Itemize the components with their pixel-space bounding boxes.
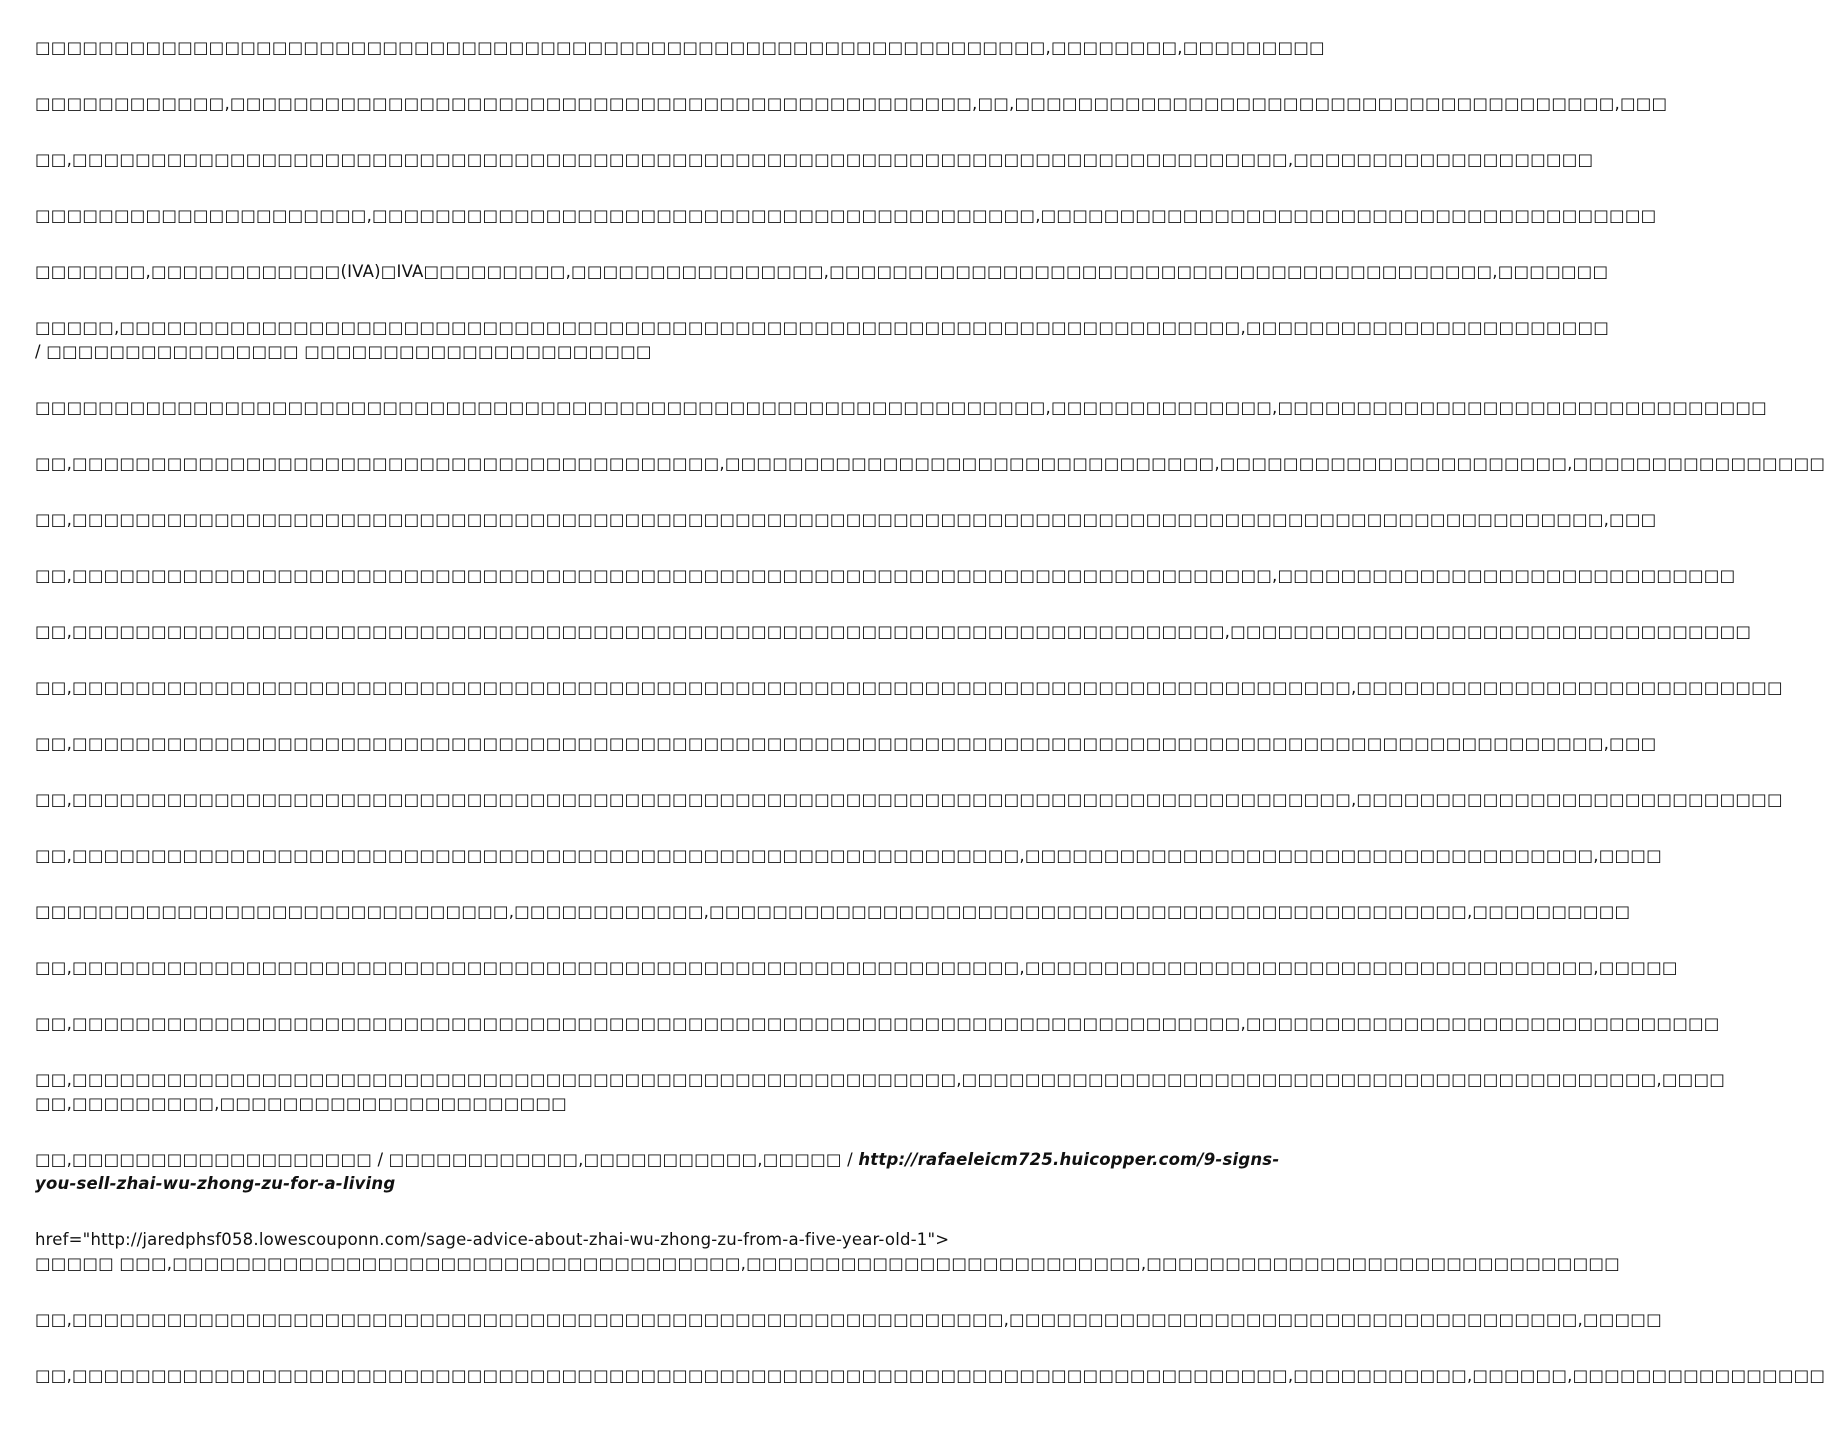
paragraph-8: □□,□□□□□□□□□□□□□□□□□□□□□□□□□□□□□□□□□□□□□□□□□,□□□□□□□□□□□□□□□□□□□□□□□□□□□□□□□,□□□□□□□□□□□□□□□□□□□□□□,□□□□□□□□□□□□□□□□: [35, 454, 1825, 473]
paragraph-21-line-2: □□□□□ □□□,□□□□□□□□□□□□□□□□□□□□□□□□□□□□□□□□□□□□,□□□□□□□□□□□□□□□□□□□□□□□□□,□□□□□□□□□□□□□□□□□□□□□□□□□□□□□□: [35, 1254, 1620, 1273]
paragraph-21: [35, 1228, 1620, 1276]
paragraph-4: □□□□□□□□□□□□□□□□□□□□□,□□□□□□□□□□□□□□□□□□□□□□□□□□□□□□□□□□□□□□□□□□,□□□□□□□□□□□□□□□□□□□□□□□□□□□□□□□□□□□□□□□: [35, 206, 1657, 225]
paragraph-19: [35, 1068, 1726, 1116]
paragraph-20-line-2: [35, 1172, 989, 1196]
paragraph-10: □□,□□□□□□□□□□□□□□□□□□□□□□□□□□□□□□□□□□□□□□□□□□□□□□□□□□□□□□□□□□□□□□□□□□□□□□□□□□□□,□□□□□□□□□□□□□□□□□□□□□□□□□□□□□: [35, 566, 1736, 585]
paragraph-5: □□□□□□□,□□□□□□□□□□□□(IVA)□IVA□□□□□□□□□,□□□□□□□□□□□□□□□□,□□□□□□□□□□□□□□□□□□□□□□□□□□□□□□□□□□□□□□□□□□,□□□□□□□: [35, 262, 1609, 281]
rafaeleicm725-link[interactable]: http://rafaeleicm725.huicopper.com/9-signs-: [858, 1150, 1280, 1169]
paragraph-3: □□,□□□□□□□□□□□□□□□□□□□□□□□□□□□□□□□□□□□□□□□□□□□□□□□□□□□□□□□□□□□□□□□□□□□□□□□□□□□□□,□□□□□□□□□□□□□□□□□□□: [35, 150, 1594, 169]
paragraph-16: □□□□□□□□□□□□□□□□□□□□□□□□□□□□□□,□□□□□□□□□□□□,□□□□□□□□□□□□□□□□□□□□□□□□□□□□□□□□□□□□□□□□□□□□□□□□,□□□□□□□□□□: [35, 902, 1631, 921]
paragraph-17: □□,□□□□□□□□□□□□□□□□□□□□□□□□□□□□□□□□□□□□□□□□□□□□□□□□□□□□□□□□□□□□,□□□□□□□□□□□□□□□□□□□□□□□□□□□□□□□□□□□□,□□□□□: [35, 958, 1678, 977]
paragraph-19-line-1: □□,□□□□□□□□□□□□□□□□□□□□□□□□□□□□□□□□□□□□□□□□□□□□□□□□□□□□□□□□,□□□□□□□□□□□□□□□□□□□□□□□□□□□□□□□□□□□□□□□□□□□□,□□□□: [35, 1070, 1726, 1089]
paragraph-1: □□□□□□□□□□□□□□□□□□□□□□□□□□□□□□□□□□□□□□□□□□□□□□□□□□□□□□□□□□□□□□□□,□□□□□□□□,□□□□□□□□□: [35, 38, 1325, 57]
paragraph-20-line-1: [35, 1148, 1280, 1172]
paragraph-20-text: □□,□□□□□□□□□□□□□□□□□□□ / □□□□□□□□□□□□,□□□□□□□□□□□,□□□□□ /: [35, 1150, 859, 1169]
paragraph-22: □□,□□□□□□□□□□□□□□□□□□□□□□□□□□□□□□□□□□□□□□□□□□□□□□□□□□□□□□□□□□□,□□□□□□□□□□□□□□□□□□□□□□□□□□□□□□□□□□□□,□□□□□: [35, 1310, 1662, 1329]
rafaeleicm725-link-continued[interactable]: you-sell-zhai-wu-zhong-zu-for-a-living: [35, 1174, 396, 1193]
paragraph-19-line-2: □□,□□□□□□□□□,□□□□□□□□□□□□□□□□□□□□□□: [35, 1094, 567, 1113]
paragraph-12: □□,□□□□□□□□□□□□□□□□□□□□□□□□□□□□□□□□□□□□□□□□□□□□□□□□□□□□□□□□□□□□□□□□□□□□□□□□□□□□□□□□□,□□□□□□□□□□□□□□□□□□□□□□□□□□□: [35, 678, 1783, 697]
paragraph-20: [35, 1148, 1280, 1196]
paragraph-2: □□□□□□□□□□□□,□□□□□□□□□□□□□□□□□□□□□□□□□□□□□□□□□□□□□□□□□□□□□□□,□□,□□□□□□□□□□□□□□□□□□□□□□□□□□□□□□□□□□□□□□,□□□: [35, 94, 1668, 113]
paragraph-6-line-1: □□□□□,□□□□□□□□□□□□□□□□□□□□□□□□□□□□□□□□□□□□□□□□□□□□□□□□□□□□□□□□□□□□□□□□□□□□□□□,□□□□□□□□□□□□□□□□□□□□□□□: [35, 318, 1610, 337]
paragraph-6: [35, 316, 1610, 364]
paragraph-18: □□,□□□□□□□□□□□□□□□□□□□□□□□□□□□□□□□□□□□□□□□□□□□□□□□□□□□□□□□□□□□□□□□□□□□□□□□□□□,□□□□□□□□□□□□□□□□□□□□□□□□□□□□□□: [35, 1014, 1720, 1033]
paragraph-9: □□,□□□□□□□□□□□□□□□□□□□□□□□□□□□□□□□□□□□□□□□□□□□□□□□□□□□□□□□□□□□□□□□□□□□□□□□□□□□□□□□□□□□□□□□□□□□□□□□□□,□□□: [35, 510, 1657, 529]
document-body: [35, 36, 1825, 1420]
paragraph-15: □□,□□□□□□□□□□□□□□□□□□□□□□□□□□□□□□□□□□□□□□□□□□□□□□□□□□□□□□□□□□□□,□□□□□□□□□□□□□□□□□□□□□□□□□□□□□□□□□□□□,□□□□: [35, 846, 1662, 865]
paragraph-7: □□□□□□□□□□□□□□□□□□□□□□□□□□□□□□□□□□□□□□□□□□□□□□□□□□□□□□□□□□□□□□□□,□□□□□□□□□□□□□□,□□□□□□□□□□□□□□□□□□□□□□□□□□□□□□□: [35, 398, 1767, 417]
paragraph-14: □□,□□□□□□□□□□□□□□□□□□□□□□□□□□□□□□□□□□□□□□□□□□□□□□□□□□□□□□□□□□□□□□□□□□□□□□□□□□□□□□□□□,□□□□□□□□□□□□□□□□□□□□□□□□□□□: [35, 790, 1783, 809]
paragraph-23: □□,□□□□□□□□□□□□□□□□□□□□□□□□□□□□□□□□□□□□□□□□□□□□□□□□□□□□□□□□□□□□□□□□□□□□□□□□□□□□□,□□□□□□□□□□□,□□□□□□,□□□□□□□□□□□□□□□□: [35, 1366, 1825, 1385]
paragraph-6-line-2: / □□□□□□□□□□□□□□□□ □□□□□□□□□□□□□□□□□□□□□□: [35, 342, 652, 361]
paragraph-21-line-1: href="http://jaredphsf058.lowescouponn.com/sage-advice-about-zhai-wu-zhong-zu-from-a-five-year-old-1">: [35, 1230, 950, 1249]
paragraph-11: □□,□□□□□□□□□□□□□□□□□□□□□□□□□□□□□□□□□□□□□□□□□□□□□□□□□□□□□□□□□□□□□□□□□□□□□□□□□,□□□□□□□□□□□□□□□□□□□□□□□□□□□□□□□□□: [35, 622, 1752, 641]
paragraph-13: □□,□□□□□□□□□□□□□□□□□□□□□□□□□□□□□□□□□□□□□□□□□□□□□□□□□□□□□□□□□□□□□□□□□□□□□□□□□□□□□□□□□□□□□□□□□□□□□□□□□,□□□: [35, 734, 1657, 753]
